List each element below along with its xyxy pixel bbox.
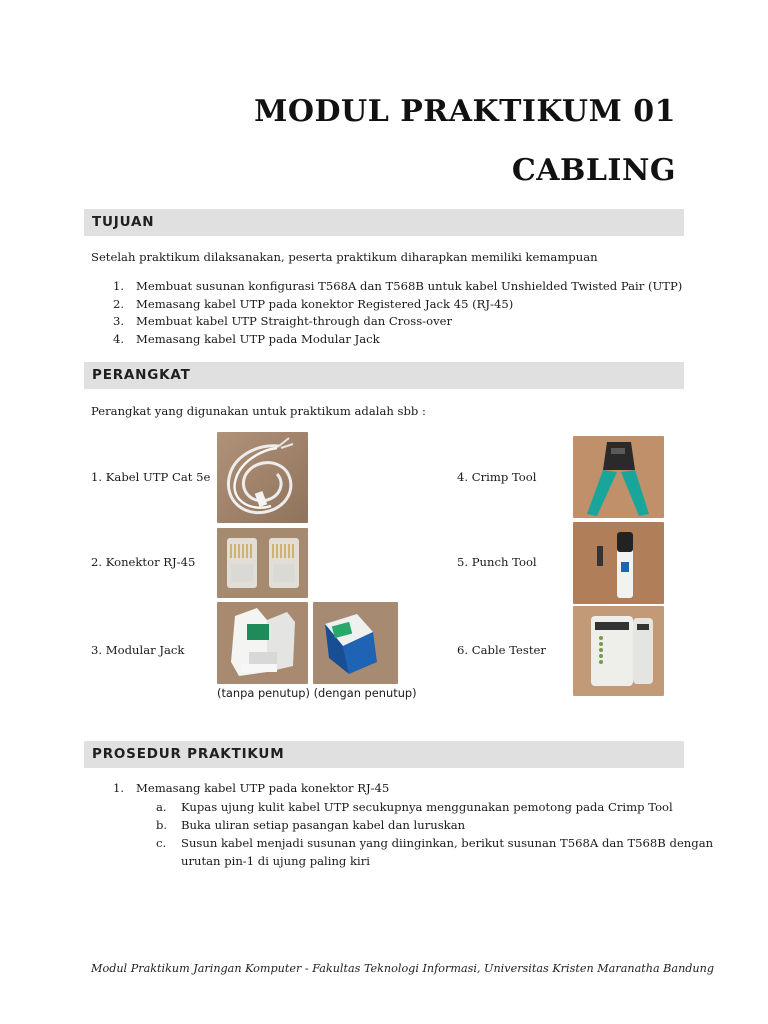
list-item: 4. Memasang kabel UTP pada Modular Jack bbox=[113, 331, 380, 346]
list-item: 2. Memasang kabel UTP pada konektor Registered Jack 45 (RJ-45) bbox=[113, 296, 514, 311]
device-label-tester: 6. Cable Tester bbox=[457, 643, 546, 657]
list-item: 1. Membuat susunan konfigurasi T568A dan T568B untuk kabel Unshielded Twisted Pair (UTP) bbox=[113, 279, 683, 293]
modular-jack-caption: (tanpa penutup) (dengan penutup) bbox=[217, 686, 417, 700]
punch-tool-photo bbox=[573, 522, 664, 604]
list-item: 3. Membuat kabel UTP Straight-through dan Cross-over bbox=[113, 314, 453, 329]
prosedur-list bbox=[113, 780, 389, 798]
device-label-punch: 5. Punch Tool bbox=[457, 555, 537, 569]
device-label-utp: 1. Kabel UTP Cat 5e bbox=[91, 470, 211, 484]
rj45-connector-photo bbox=[217, 528, 308, 598]
page-subtitle: CABLING bbox=[511, 153, 676, 188]
tujuan-list bbox=[113, 278, 682, 348]
modular-jack-closed-photo bbox=[313, 602, 398, 684]
page-footer: Modul Praktikum Jaringan Komputer - Fakultas Teknologi Informasi, Universitas Kristen Maranatha Bandung bbox=[91, 962, 715, 975]
perangkat-intro: Perangkat yang digunakan untuk praktikum adalah sbb : bbox=[91, 404, 426, 418]
crimp-tool-photo bbox=[573, 436, 664, 518]
device-label-crimp: 4. Crimp Tool bbox=[457, 470, 537, 484]
section-heading-perangkat: PERANGKAT bbox=[84, 362, 684, 389]
section-heading-tujuan: TUJUAN bbox=[84, 209, 684, 236]
device-label-modular-jack: 3. Modular Jack bbox=[91, 643, 185, 657]
tujuan-intro: Setelah praktikum dilaksanakan, peserta praktikum diharapkan memiliki kemampuan bbox=[91, 250, 598, 264]
modular-jack-open-photo bbox=[217, 602, 308, 684]
cable-tester-photo bbox=[573, 606, 664, 696]
page-title: MODUL PRAKTIKUM 01 bbox=[254, 94, 676, 129]
utp-cable-photo bbox=[217, 432, 308, 523]
device-label-rj45: 2. Konektor RJ-45 bbox=[91, 555, 196, 569]
section-heading-prosedur: PROSEDUR PRAKTIKUM bbox=[84, 741, 684, 768]
list-item: 1. Memasang kabel UTP pada konektor RJ-45 bbox=[113, 781, 390, 795]
